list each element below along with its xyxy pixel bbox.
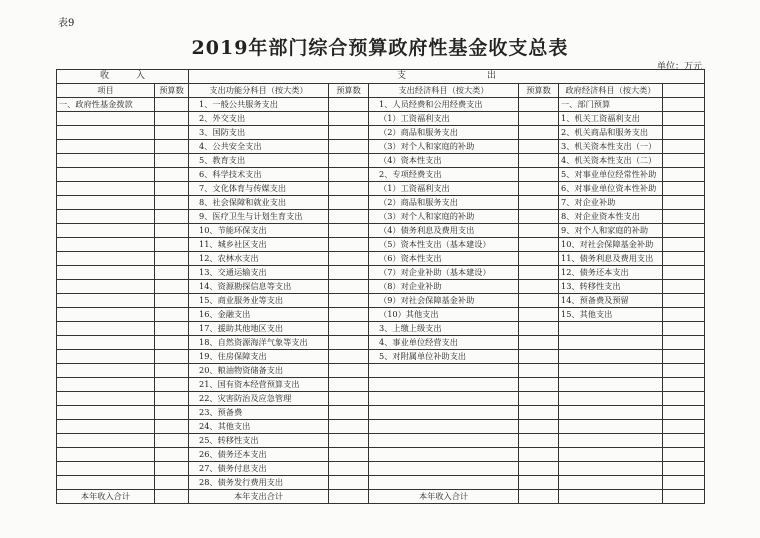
income-item <box>57 434 155 448</box>
function-amount <box>329 210 369 224</box>
income-amount <box>155 168 189 182</box>
table-row <box>57 434 705 448</box>
function-class-item: 28、债务发行费用支出 <box>189 476 329 490</box>
gov-amount <box>663 182 705 196</box>
gov-econ-class-item: 5、对事业单位经常性补助 <box>559 168 663 182</box>
function-class-item: 18、自然资源海洋气象等支出 <box>189 336 329 350</box>
income-total-label: 本年收入合计 <box>57 490 155 504</box>
gov-econ-class-item <box>559 336 663 350</box>
econ-amount <box>519 266 559 280</box>
econ-amount <box>519 224 559 238</box>
function-class-item: 14、资源勘探信息等支出 <box>189 280 329 294</box>
table-row <box>57 252 705 266</box>
income-amount <box>155 420 189 434</box>
table-row <box>57 238 705 252</box>
econ-amount <box>519 252 559 266</box>
function-class-item: 22、灾害防治及应急管理 <box>189 392 329 406</box>
gov-econ-class-item <box>559 378 663 392</box>
gov-amount <box>663 224 705 238</box>
econ-class-item: 5、对附属单位补助支出 <box>369 350 519 364</box>
income-amount <box>155 350 189 364</box>
table-row <box>57 308 705 322</box>
function-class-item: 3、国防支出 <box>189 126 329 140</box>
gov-econ-class-item: 一、部门预算 <box>559 98 663 112</box>
table-row <box>57 294 705 308</box>
econ-class-item: 4、事业单位经营支出 <box>369 336 519 350</box>
income-item <box>57 168 155 182</box>
income-amount <box>155 308 189 322</box>
econ-amount <box>519 364 559 378</box>
econ-amount <box>519 168 559 182</box>
econ-amount <box>519 238 559 252</box>
gov-amount <box>663 126 705 140</box>
function-amount <box>329 308 369 322</box>
table-label: 表9 <box>58 18 75 29</box>
function-amount <box>329 420 369 434</box>
budget-table <box>56 69 705 504</box>
function-class-item: 11、城乡社区支出 <box>189 238 329 252</box>
econ-class-item <box>369 476 519 490</box>
econ-total-amount <box>519 490 559 504</box>
function-amount <box>329 322 369 336</box>
table-row <box>57 336 705 350</box>
function-amount <box>329 294 369 308</box>
function-class-item: 21、国有资本经营预算支出 <box>189 378 329 392</box>
econ-class-item: （4）资本性支出 <box>369 154 519 168</box>
table-row <box>57 476 705 490</box>
table-row <box>57 406 705 420</box>
table-row <box>57 112 705 126</box>
gov-econ-class-item: 9、对个人和家庭的补助 <box>559 224 663 238</box>
col-header-item: 项目 <box>57 84 155 98</box>
function-class-item: 19、住房保障支出 <box>189 350 329 364</box>
function-amount <box>329 98 369 112</box>
function-class-item: 20、粮油物资储备支出 <box>189 364 329 378</box>
income-amount <box>155 140 189 154</box>
econ-class-item: （8）对企业补助 <box>369 280 519 294</box>
function-amount <box>329 182 369 196</box>
gov-amount <box>663 420 705 434</box>
econ-amount <box>519 98 559 112</box>
gov-econ-class-item <box>559 462 663 476</box>
gov-amount <box>663 154 705 168</box>
gov-amount <box>663 308 705 322</box>
income-item <box>57 126 155 140</box>
income-item <box>57 420 155 434</box>
econ-amount <box>519 210 559 224</box>
income-item <box>57 238 155 252</box>
econ-amount <box>519 336 559 350</box>
econ-class-item: （7）对企业补助（基本建设） <box>369 266 519 280</box>
income-amount <box>155 252 189 266</box>
table-row <box>57 126 705 140</box>
table-row <box>57 266 705 280</box>
income-item <box>57 224 155 238</box>
function-class-item: 5、教育支出 <box>189 154 329 168</box>
gov-econ-class-item <box>559 476 663 490</box>
econ-amount <box>519 308 559 322</box>
income-amount <box>155 196 189 210</box>
gov-amount <box>663 252 705 266</box>
function-class-item: 12、农林水支出 <box>189 252 329 266</box>
function-amount <box>329 112 369 126</box>
gov-econ-class-item <box>559 322 663 336</box>
gov-econ-class-item: 3、机关资本性支出（一） <box>559 140 663 154</box>
function-class-item: 1、一般公共服务支出 <box>189 98 329 112</box>
totals-row <box>57 490 705 504</box>
income-amount <box>155 406 189 420</box>
function-class-item: 15、商业服务业等支出 <box>189 294 329 308</box>
gov-amount <box>663 392 705 406</box>
econ-total-label: 本年收入合计 <box>369 490 519 504</box>
income-item <box>57 322 155 336</box>
econ-class-item <box>369 420 519 434</box>
econ-class-item <box>369 448 519 462</box>
function-amount <box>329 196 369 210</box>
income-item <box>57 252 155 266</box>
econ-class-item: （9）对社会保障基金补助 <box>369 294 519 308</box>
econ-class-item: （2）商品和服务支出 <box>369 126 519 140</box>
table-row <box>57 350 705 364</box>
gov-amount <box>663 406 705 420</box>
econ-amount <box>519 462 559 476</box>
function-class-item: 27、债务付息支出 <box>189 462 329 476</box>
econ-amount <box>519 406 559 420</box>
income-amount <box>155 462 189 476</box>
function-class-item: 17、援助其他地区支出 <box>189 322 329 336</box>
gov-amount <box>663 294 705 308</box>
econ-amount <box>519 280 559 294</box>
econ-amount <box>519 350 559 364</box>
gov-econ-class-item: 6、对事业单位资本性补助 <box>559 182 663 196</box>
income-amount <box>155 182 189 196</box>
gov-amount <box>663 448 705 462</box>
table-row <box>57 392 705 406</box>
gov-amount <box>663 210 705 224</box>
econ-class-item <box>369 406 519 420</box>
income-item <box>57 350 155 364</box>
econ-amount <box>519 126 559 140</box>
function-amount <box>329 448 369 462</box>
income-item <box>57 154 155 168</box>
income-item <box>57 336 155 350</box>
gov-amount <box>663 434 705 448</box>
income-amount <box>155 266 189 280</box>
function-class-item: 13、交通运输支出 <box>189 266 329 280</box>
income-item <box>57 476 155 490</box>
income-amount <box>155 294 189 308</box>
table-row <box>57 322 705 336</box>
gov-econ-class-item <box>559 420 663 434</box>
table-row <box>57 224 705 238</box>
gov-amount <box>663 378 705 392</box>
gov-econ-class-item: 12、债务还本支出 <box>559 266 663 280</box>
gov-amount <box>663 462 705 476</box>
gov-econ-class-item: 14、预备费及预留 <box>559 294 663 308</box>
income-amount <box>155 336 189 350</box>
income-amount <box>155 126 189 140</box>
gov-econ-class-item <box>559 406 663 420</box>
function-class-item: 8、社会保障和就业支出 <box>189 196 329 210</box>
function-class-item: 7、文化体育与传媒支出 <box>189 182 329 196</box>
econ-class-item: 3、上缴上级支出 <box>369 322 519 336</box>
gov-econ-class-item: 13、转移性支出 <box>559 280 663 294</box>
gov-econ-class-item: 15、其他支出 <box>559 308 663 322</box>
col-header-budget: 预算数 <box>519 84 559 98</box>
gov-econ-class-item <box>559 434 663 448</box>
table-row <box>57 182 705 196</box>
econ-amount <box>519 434 559 448</box>
income-amount <box>155 210 189 224</box>
income-item <box>57 196 155 210</box>
econ-class-item: （5）资本性支出（基本建设） <box>369 238 519 252</box>
econ-class-item <box>369 392 519 406</box>
group-header-row <box>57 70 705 84</box>
function-class-item: 9、医疗卫生与计划生育支出 <box>189 210 329 224</box>
income-item <box>57 392 155 406</box>
function-class-item: 6、科学技术支出 <box>189 168 329 182</box>
income-item <box>57 294 155 308</box>
function-amount <box>329 392 369 406</box>
gov-econ-class-item: 8、对企业资本性支出 <box>559 210 663 224</box>
econ-class-item <box>369 462 519 476</box>
gov-amount <box>663 350 705 364</box>
econ-class-item: （1）工资福利支出 <box>369 182 519 196</box>
econ-amount <box>519 322 559 336</box>
econ-class-item <box>369 364 519 378</box>
income-item <box>57 364 155 378</box>
function-total-amount <box>329 490 369 504</box>
income-item <box>57 280 155 294</box>
gov-amount <box>663 168 705 182</box>
gov-amount <box>663 266 705 280</box>
col-header-econ-class: 支出经济科目（按大类） <box>369 84 519 98</box>
function-amount <box>329 252 369 266</box>
gov-econ-class-item: 11、债务利息及费用支出 <box>559 252 663 266</box>
gov-econ-class-item <box>559 350 663 364</box>
unit-note: 单位：万元 <box>656 62 702 72</box>
function-amount <box>329 336 369 350</box>
econ-class-item: （6）资本性支出 <box>369 252 519 266</box>
function-amount <box>329 168 369 182</box>
gov-amount <box>663 98 705 112</box>
econ-amount <box>519 140 559 154</box>
income-amount <box>155 154 189 168</box>
table-row <box>57 98 705 112</box>
function-amount <box>329 350 369 364</box>
econ-class-item: 2、专项经费支出 <box>369 168 519 182</box>
econ-amount <box>519 196 559 210</box>
income-amount <box>155 112 189 126</box>
income-amount <box>155 238 189 252</box>
function-amount <box>329 280 369 294</box>
econ-amount <box>519 392 559 406</box>
income-item <box>57 140 155 154</box>
function-amount <box>329 364 369 378</box>
table-row <box>57 280 705 294</box>
col-header-budget: 预算数 <box>329 84 369 98</box>
gov-econ-class-item: 4、机关资本性支出（二） <box>559 154 663 168</box>
income-amount <box>155 364 189 378</box>
income-item <box>57 266 155 280</box>
income-total-amount <box>155 490 189 504</box>
gov-amount <box>663 112 705 126</box>
econ-class-item: （1）工资福利支出 <box>369 112 519 126</box>
function-amount <box>329 434 369 448</box>
function-class-item: 2、外交支出 <box>189 112 329 126</box>
expense-group-header: 支 出 <box>189 70 705 84</box>
gov-total-amount <box>663 490 705 504</box>
gov-amount <box>663 280 705 294</box>
function-class-item: 16、金融支出 <box>189 308 329 322</box>
income-amount <box>155 448 189 462</box>
econ-class-item: （4）债务利息及费用支出 <box>369 224 519 238</box>
econ-class-item: （10）其他支出 <box>369 308 519 322</box>
function-class-item: 10、节能环保支出 <box>189 224 329 238</box>
col-header-blank <box>663 84 705 98</box>
function-amount <box>329 238 369 252</box>
function-class-item: 4、公共安全支出 <box>189 140 329 154</box>
table-row <box>57 140 705 154</box>
gov-econ-class-item <box>559 392 663 406</box>
income-item <box>57 210 155 224</box>
gov-amount <box>663 336 705 350</box>
econ-amount <box>519 448 559 462</box>
income-amount <box>155 280 189 294</box>
table-row <box>57 378 705 392</box>
gov-econ-class-item <box>559 364 663 378</box>
income-item <box>57 378 155 392</box>
table-row <box>57 364 705 378</box>
income-item <box>57 182 155 196</box>
gov-econ-class-item: 2、机关商品和服务支出 <box>559 126 663 140</box>
function-amount <box>329 266 369 280</box>
income-group-header: 收 入 <box>57 70 189 84</box>
column-header-row <box>57 84 705 98</box>
econ-class-item: （3）对个人和家庭的补助 <box>369 140 519 154</box>
table-row <box>57 196 705 210</box>
table-row <box>57 154 705 168</box>
function-amount <box>329 378 369 392</box>
income-item <box>57 308 155 322</box>
econ-class-item <box>369 434 519 448</box>
econ-amount <box>519 182 559 196</box>
page-title: 2019年部门综合预算政府性基金收支总表 <box>191 37 569 59</box>
income-item <box>57 112 155 126</box>
gov-amount <box>663 196 705 210</box>
gov-amount <box>663 364 705 378</box>
econ-amount <box>519 294 559 308</box>
function-amount <box>329 406 369 420</box>
function-total-label: 本年支出合计 <box>189 490 329 504</box>
function-class-item: 25、转移性支出 <box>189 434 329 448</box>
income-amount <box>155 98 189 112</box>
col-header-function-class: 支出功能分科目（按大类） <box>189 84 329 98</box>
income-amount <box>155 224 189 238</box>
econ-class-item: （2）商品和服务支出 <box>369 196 519 210</box>
table-row <box>57 448 705 462</box>
income-amount <box>155 392 189 406</box>
gov-econ-class-item: 1、机关工资福利支出 <box>559 112 663 126</box>
income-amount <box>155 434 189 448</box>
function-class-item: 26、债务还本支出 <box>189 448 329 462</box>
function-amount <box>329 140 369 154</box>
econ-class-item: （3）对个人和家庭的补助 <box>369 210 519 224</box>
econ-amount <box>519 112 559 126</box>
econ-amount <box>519 476 559 490</box>
income-item <box>57 406 155 420</box>
function-amount <box>329 476 369 490</box>
gov-amount <box>663 322 705 336</box>
table-row <box>57 210 705 224</box>
function-amount <box>329 126 369 140</box>
function-class-item: 24、其他支出 <box>189 420 329 434</box>
gov-econ-class-item: 7、对企业补助 <box>559 196 663 210</box>
income-amount <box>155 476 189 490</box>
income-item <box>57 448 155 462</box>
gov-amount <box>663 140 705 154</box>
gov-amount <box>663 476 705 490</box>
function-class-item: 23、预备费 <box>189 406 329 420</box>
table-row <box>57 462 705 476</box>
table-row <box>57 420 705 434</box>
col-header-gov-econ-class: 政府经济科目（按大类） <box>559 84 663 98</box>
income-item <box>57 462 155 476</box>
gov-econ-class-item: 10、对社会保障基金补助 <box>559 238 663 252</box>
econ-amount <box>519 420 559 434</box>
function-amount <box>329 224 369 238</box>
gov-total-label <box>559 490 663 504</box>
table-row <box>57 168 705 182</box>
col-header-budget: 预算数 <box>155 84 189 98</box>
function-amount <box>329 462 369 476</box>
income-item: 一、政府性基金拨款 <box>57 98 155 112</box>
econ-amount <box>519 378 559 392</box>
function-amount <box>329 154 369 168</box>
gov-econ-class-item <box>559 448 663 462</box>
gov-amount <box>663 238 705 252</box>
econ-amount <box>519 154 559 168</box>
econ-class-item <box>369 378 519 392</box>
econ-class-item: 1、人员经费和公用经费支出 <box>369 98 519 112</box>
income-amount <box>155 322 189 336</box>
income-amount <box>155 378 189 392</box>
